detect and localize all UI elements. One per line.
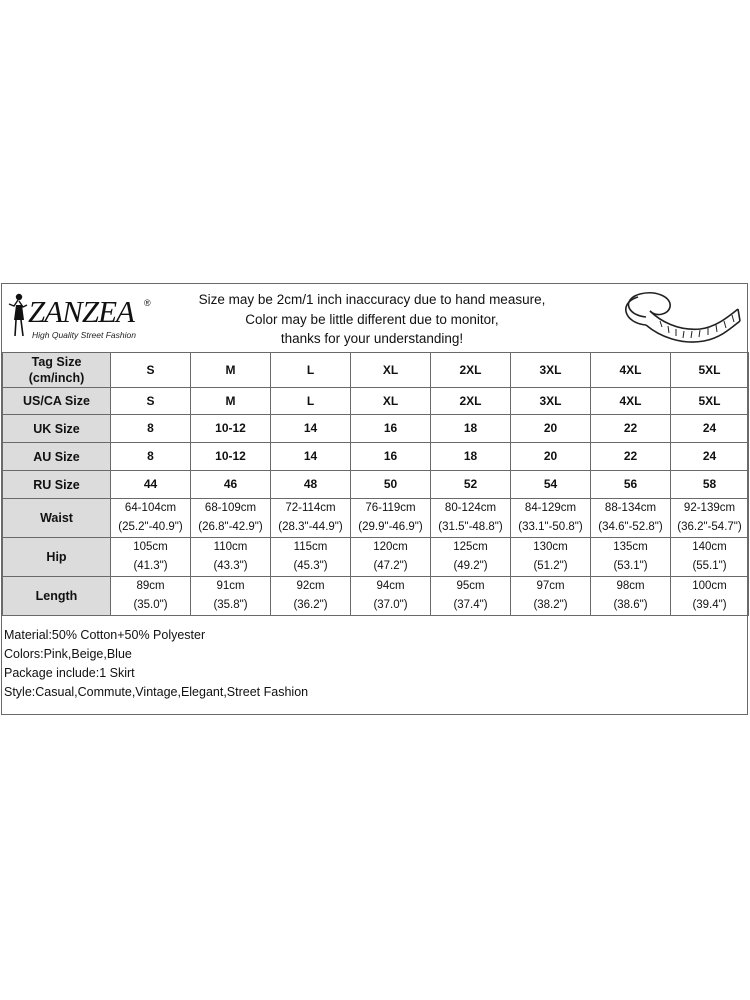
table-cell: 88-134cm (34.6"-52.8") — [591, 499, 671, 538]
table-cell: 110cm (43.3") — [191, 538, 271, 577]
table-row — [3, 443, 749, 471]
fashion-model-icon — [6, 292, 30, 342]
table-cell: 58 — [671, 471, 749, 499]
table-cell: 8 — [111, 443, 191, 471]
table-cell: 24 — [671, 415, 749, 443]
row-label: AU Size — [3, 443, 111, 471]
table-cell: 24 — [671, 443, 749, 471]
table-cell: 95cm (37.4") — [431, 577, 511, 616]
table-cell: S — [111, 388, 191, 415]
table-cell: 48 — [271, 471, 351, 499]
table-cell: 5XL — [671, 388, 749, 415]
table-row — [3, 353, 749, 388]
table-cell: M — [191, 388, 271, 415]
table-cell: 100cm (39.4") — [671, 577, 749, 616]
table-cell: 5XL — [671, 353, 749, 388]
table-cell: 64-104cm (25.2"-40.9") — [111, 499, 191, 538]
table-cell: 16 — [351, 415, 431, 443]
table-cell: 72-114cm (28.3"-44.9") — [271, 499, 351, 538]
table-row — [3, 499, 749, 538]
table-cell: 4XL — [591, 388, 671, 415]
table-cell: 44 — [111, 471, 191, 499]
table-cell: 140cm (55.1") — [671, 538, 749, 577]
brand-name: ZANZEA — [28, 294, 134, 329]
detail-style: Style:Casual,Commute,Vintage,Elegant,Street Fashion — [4, 685, 309, 699]
row-label: Tag Size (cm/inch) — [3, 353, 111, 388]
table-cell: 22 — [591, 415, 671, 443]
table-cell: XL — [351, 353, 431, 388]
table-cell: 56 — [591, 471, 671, 499]
table-cell: 92-139cm (36.2"-54.7") — [671, 499, 749, 538]
table-cell: M — [191, 353, 271, 388]
table-cell: 135cm (53.1") — [591, 538, 671, 577]
measuring-tape-icon — [616, 287, 742, 347]
table-cell: XL — [351, 388, 431, 415]
table-cell: 54 — [511, 471, 591, 499]
row-label: Waist — [3, 499, 111, 538]
table-cell: 89cm (35.0") — [111, 577, 191, 616]
table-cell: 91cm (35.8") — [191, 577, 271, 616]
brand-tagline: High Quality Street Fashion — [32, 330, 136, 340]
table-cell: 125cm (49.2") — [431, 538, 511, 577]
notice-line: Color may be little different due to monitor, — [245, 311, 499, 327]
table-row — [3, 538, 749, 577]
table-cell: 10-12 — [191, 443, 271, 471]
table-cell: L — [271, 353, 351, 388]
table-cell: 98cm (38.6") — [591, 577, 671, 616]
row-label: Hip — [3, 538, 111, 577]
table-cell: 130cm (51.2") — [511, 538, 591, 577]
table-row — [3, 388, 749, 415]
detail-material: Material:50% Cotton+50% Polyester — [4, 628, 206, 642]
detail-package: Package include:1 Skirt — [4, 666, 135, 680]
notice-line: thanks for your understanding! — [280, 331, 464, 346]
table-cell: 18 — [431, 415, 511, 443]
table-cell: 8 — [111, 415, 191, 443]
notice-line: Size may be 2cm/1 inch inaccuracy due to hand measure, — [198, 292, 546, 307]
table-row — [3, 415, 749, 443]
table-cell: 14 — [271, 415, 351, 443]
table-cell: 120cm (47.2") — [351, 538, 431, 577]
table-cell: 97cm (38.2") — [511, 577, 591, 616]
table-cell: 94cm (37.0") — [351, 577, 431, 616]
table-cell: 4XL — [591, 353, 671, 388]
table-cell: 76-119cm (29.9"-46.9") — [351, 499, 431, 538]
table-row — [3, 471, 749, 499]
table-cell: 80-124cm (31.5"-48.8") — [431, 499, 511, 538]
table-cell: 50 — [351, 471, 431, 499]
table-cell: 68-109cm (26.8"-42.9") — [191, 499, 271, 538]
table-cell: 2XL — [431, 353, 511, 388]
table-cell: 2XL — [431, 388, 511, 415]
size-table — [2, 352, 749, 616]
table-cell: S — [111, 353, 191, 388]
table-cell: 22 — [591, 443, 671, 471]
table-cell: 105cm (41.3") — [111, 538, 191, 577]
table-cell: 92cm (36.2") — [271, 577, 351, 616]
table-cell: L — [271, 388, 351, 415]
table-cell: 20 — [511, 443, 591, 471]
row-label: RU Size — [3, 471, 111, 499]
brand-logo — [6, 290, 156, 346]
table-cell: 3XL — [511, 388, 591, 415]
table-cell: 16 — [351, 443, 431, 471]
table-cell: 18 — [431, 443, 511, 471]
registered-mark: ® — [144, 298, 151, 308]
table-cell: 84-129cm (33.1"-50.8") — [511, 499, 591, 538]
row-label: Length — [3, 577, 111, 616]
detail-colors: Colors:Pink,Beige,Blue — [4, 647, 132, 661]
product-details — [4, 626, 308, 702]
table-cell: 3XL — [511, 353, 591, 388]
measurement-notice — [182, 290, 562, 349]
size-chart-card — [1, 283, 748, 715]
row-label: US/CA Size — [3, 388, 111, 415]
row-label: UK Size — [3, 415, 111, 443]
table-cell: 10-12 — [191, 415, 271, 443]
table-row — [3, 577, 749, 616]
table-cell: 115cm (45.3") — [271, 538, 351, 577]
chart-header — [2, 284, 747, 353]
table-cell: 14 — [271, 443, 351, 471]
table-cell: 46 — [191, 471, 271, 499]
table-cell: 20 — [511, 415, 591, 443]
table-cell: 52 — [431, 471, 511, 499]
